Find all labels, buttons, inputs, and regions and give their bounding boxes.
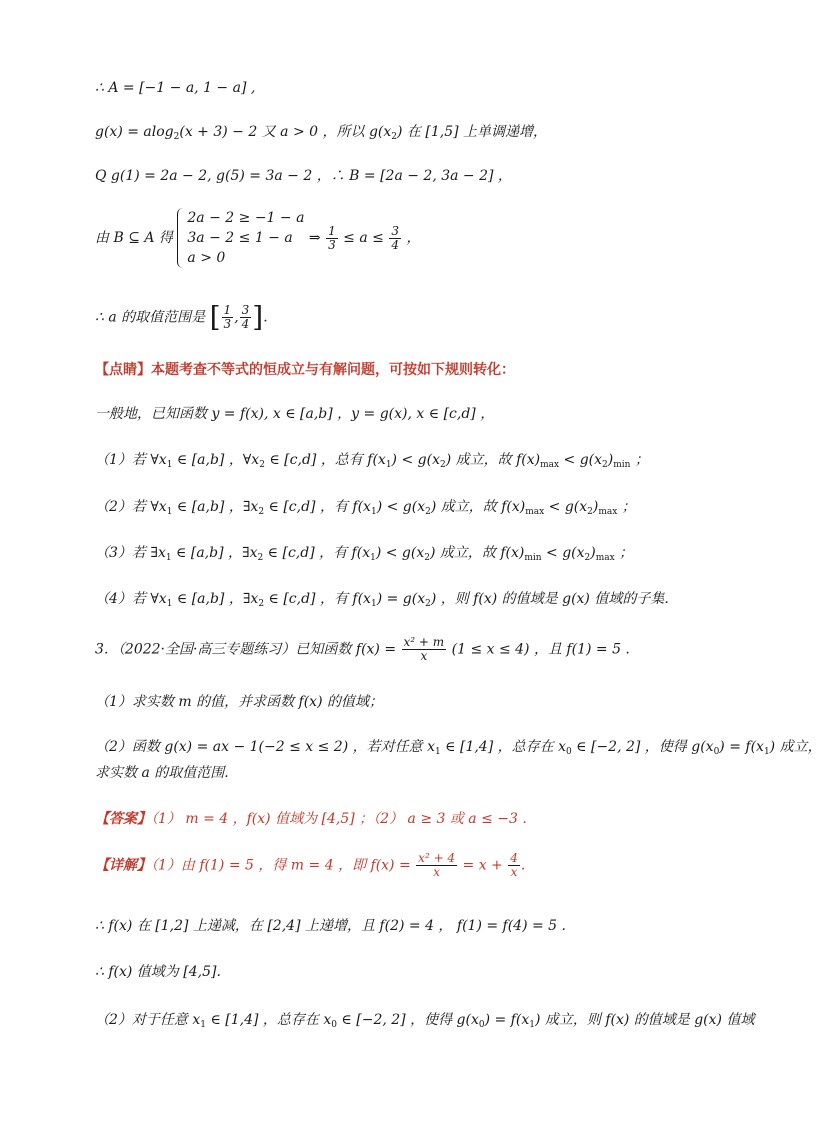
rule-4: （4）若 $\forall x_1$ ∈ [a,b] ，$\exists x_2$ ∈ [c,d] ，有 $f(x_1) = g(x_2)$ ，则 f(x) 的值域是 g(x) 值域的子集. <box>95 591 669 609</box>
inequality-system: 2a − 2 ≥ −1 − a 3a − 2 ≤ 1 − a a > 0 <box>177 208 304 268</box>
rule-1: （1）若 $\forall x_1$ ∈ [a,b] ，$\forall x_2$ ∈ [c,d] ，总有 $f(x_1) < g(x_2)$ 成立，故 $f(x)_{max} < g(x_2)_{min}$ ； <box>95 452 649 470</box>
line-range-a: ∴ a 的取值范围是 [ $\frac{1}{3}$ , $\frac{3}{4}$ ]. <box>95 300 268 334</box>
rule-3: （3）若 $\exists x_1$ ∈ [a,b] ，$\exists x_2$ ∈ [c,d] ，有 $f(x_1) < g(x_2)$ 成立，故 $f(x)_{min} < g(x_2)_{max}$ ； <box>95 545 634 563</box>
line-inequality-system: 由 B ⊆ A 得 2a − 2 ≥ −1 − a 3a − 2 ≤ 1 − a a > 0 ⇒ $\frac{1}{3}$ ≤ a ≤ $\frac{3}{4}$ ， <box>95 210 421 266</box>
question-3-part-2-cont: 求实数 a 的取值范围. <box>95 765 229 781</box>
line-set-b: Q g(1) = 2a − 2, g(5) = 3a − 2 ，∴ B = [2a − 2, 3a − 2] ， <box>95 168 512 184</box>
tag-dianjing: 【点睛】 <box>95 362 151 378</box>
question-3-part-1: （1）求实数 m 的值，并求函数 f(x) 的值域； <box>95 694 383 710</box>
question-3-stem: 3．（2022·全国·高三专题练习）已知函数 f(x) = $\frac{\text{x² + m}}{x}$ (1 ≤ x ≤ 4) ，且 f(1) = 5 . <box>95 635 630 663</box>
line-dianjing: 【点睛】本题考查不等式的恒成立与有解问题，可按如下规则转化： <box>95 362 515 378</box>
line-detail-1: 【详解】（1）由 f(1) = 5 ，得 m = 4 ，即 f(x) = $\frac{\text{x² + 4}}{x}$ = x + $\frac{4}{x}$ . <box>95 851 526 879</box>
line-general: 一般地，已知函数 y = f(x), x ∈ [a,b] ，y = g(x), x ∈ [c,d] ， <box>95 406 495 422</box>
tag-detail: 【详解】 <box>95 857 151 874</box>
line-set-a: ∴ A = [−1 − a, 1 − a] , <box>95 80 256 96</box>
line-answer: 【答案】（1） m = 4 ，f(x) 值域为 [4,5] ；（2） a ≥ 3 或 a ≤ −3 . <box>95 811 527 827</box>
line-detail-2: ∴ f(x) 在 [1,2] 上递减，在 [2,4] 上递增，且 f(2) = 4 ， f(1) = f(4) = 5 . <box>95 918 566 934</box>
line-g-monotonic: g(x) = alog$_2$(x + 3) − 2 又 a > 0 ，所以 $g(x_2)$ 在 [1,5] 上单调递增， <box>95 124 548 142</box>
line-detail-3: ∴ f(x) 值域为 [4,5]. <box>95 964 221 980</box>
tag-answer: 【答案】 <box>95 811 151 827</box>
line-detail-4: （2）对于任意 $x_1$ ∈ [1,4] ，总存在 $x_0$ ∈ [−2, 2] ，使得 $g(x_0) = f(x_1)$ 成立，则 f(x) 的值域是 g(x) 值域 <box>95 1012 755 1030</box>
question-3-part-2: （2）函数 g(x) = ax − 1(−2 ≤ x ≤ 2) ，若对任意 $x_1$ ∈ [1,4] ，总存在 $x_0$ ∈ [−2, 2] ，使得 $g(x_0) = f(x_1)$ 成立， <box>95 739 822 757</box>
rule-2: （2）若 $\forall x_1$ ∈ [a,b] ，$\exists x_2$ ∈ [c,d] ，有 $f(x_1) < g(x_2)$ 成立，故 $f(x)_{max} < g(x_2)_{max}$ ； <box>95 499 636 517</box>
